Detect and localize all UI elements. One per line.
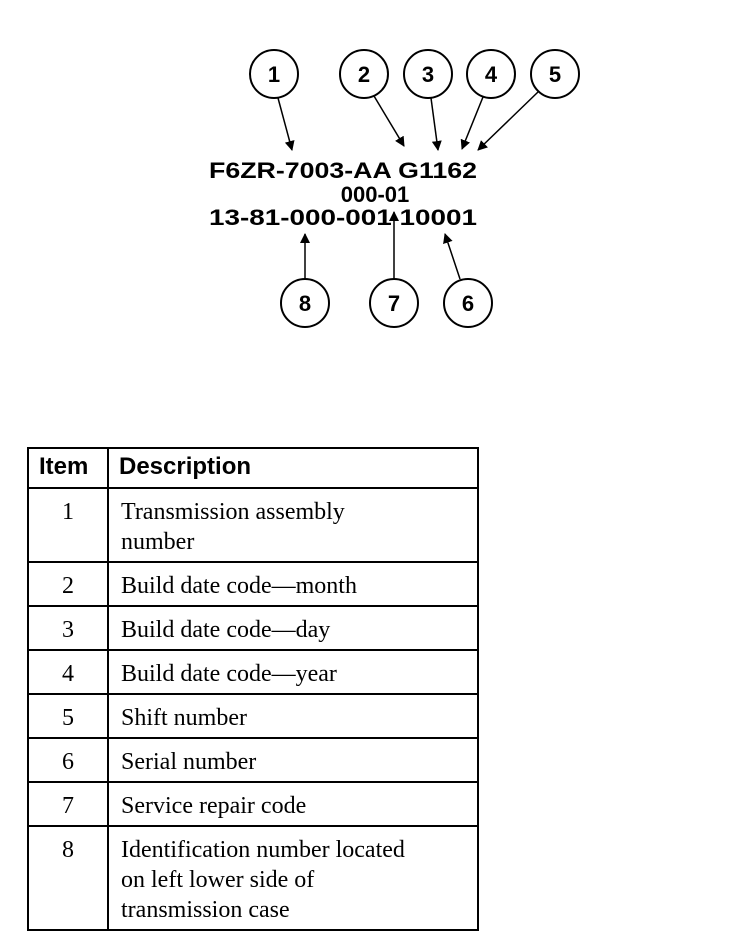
table-row [28, 738, 478, 782]
code-line-2: 000-01 [340, 182, 410, 207]
leader-arrow-4 [462, 97, 483, 149]
description-column-header: Description [108, 448, 478, 488]
callout-5 [531, 50, 579, 98]
leader-arrow-2 [374, 96, 404, 146]
item-number: 3 [28, 606, 108, 650]
code-line-3: 13-81-000-001 10001 [209, 205, 477, 230]
item-number: 6 [28, 738, 108, 782]
item-description [108, 562, 478, 606]
callout-5-label: 5 [548, 62, 562, 87]
item-description-table [27, 447, 479, 931]
item-description [108, 782, 478, 826]
table-row [28, 694, 478, 738]
leader-arrow-5 [478, 92, 538, 150]
identification-tag-diagram [0, 0, 736, 440]
description-line: Identification number located [121, 837, 405, 863]
description-line: Build date code—month [121, 573, 357, 599]
item-description [108, 826, 478, 930]
callout-8 [281, 279, 329, 327]
callout-7 [370, 279, 418, 327]
description-line: Transmission assembly [121, 499, 345, 525]
table-header-row [28, 448, 478, 488]
callout-6-label: 6 [461, 291, 475, 316]
code-line-1: F6ZR-7003-AA G1162 [209, 158, 477, 183]
description-line: Service repair code [121, 793, 307, 819]
callout-3-label: 3 [421, 62, 435, 87]
description-line: Serial number [121, 749, 257, 775]
item-description [108, 694, 478, 738]
callout-6 [444, 279, 492, 327]
description-line: Build date code—year [121, 661, 337, 687]
callout-8-label: 8 [298, 291, 312, 316]
table-row [28, 488, 478, 562]
item-number: 2 [28, 562, 108, 606]
item-number: 1 [28, 488, 108, 562]
table-row [28, 782, 478, 826]
description-line: Build date code—day [121, 617, 331, 643]
table-row [28, 826, 478, 930]
description-line: number [121, 529, 195, 555]
item-description [108, 606, 478, 650]
table-row [28, 562, 478, 606]
description-line: Shift number [121, 705, 247, 731]
callout-7-label: 7 [387, 291, 401, 316]
callout-1-label: 1 [267, 62, 281, 87]
item-number: 4 [28, 650, 108, 694]
item-description [108, 738, 478, 782]
description-line: transmission case [121, 897, 290, 923]
callout-4-label: 4 [484, 62, 498, 87]
leader-arrow-1 [278, 98, 292, 150]
callout-1 [250, 50, 298, 98]
item-column-header: Item [28, 448, 108, 488]
item-description [108, 650, 478, 694]
item-number: 8 [28, 826, 108, 930]
table-row [28, 650, 478, 694]
table-row [28, 606, 478, 650]
item-number: 7 [28, 782, 108, 826]
callout-2-label: 2 [357, 62, 371, 87]
item-number: 5 [28, 694, 108, 738]
callout-3 [404, 50, 452, 98]
description-line: on left lower side of [121, 867, 315, 893]
callout-4 [467, 50, 515, 98]
leader-arrow-6 [445, 234, 460, 279]
callout-2 [340, 50, 388, 98]
item-description [108, 488, 478, 562]
leader-arrow-3 [431, 98, 438, 150]
